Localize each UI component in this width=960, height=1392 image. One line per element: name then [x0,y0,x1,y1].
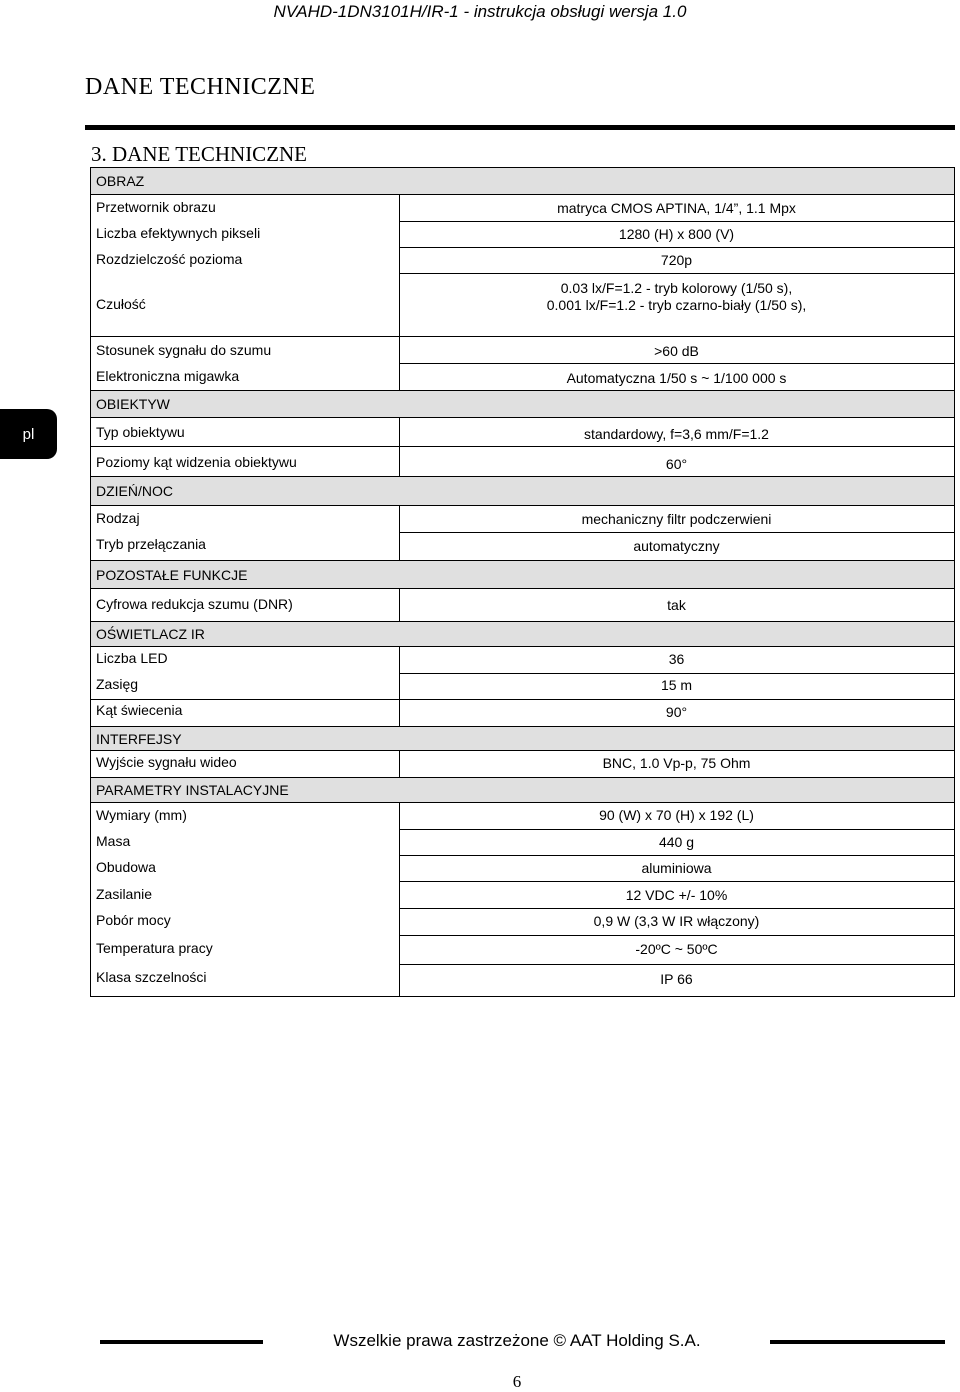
row-divider [399,247,954,248]
section-header-label: OBRAZ [96,173,145,189]
spec-label: Czułość [96,296,146,312]
spec-label: Masa [96,833,131,849]
section-title: 3. DANE TECHNICZNE [91,142,308,166]
spec-value: tak [667,597,686,613]
spec-label: Wyjście sygnału wideo [96,754,237,770]
spec-label: Tryb przełączania [96,536,206,552]
spec-value: mechaniczny filtr podczerwieni [581,511,772,527]
spec-label: Elektroniczna migawka [96,368,240,384]
row-divider [399,273,954,274]
spec-value: 90° [665,704,688,720]
spec-label: Typ obiektywu [96,424,185,440]
spec-value: IP 66 [660,971,693,987]
spec-value: 15 m [660,677,693,693]
section-header-pozostale [91,560,954,589]
spec-value: 440 g [658,834,695,850]
language-tab-label: pl [22,425,35,443]
spec-label: Zasilanie [96,886,153,902]
row-divider [399,935,954,936]
spec-label: Cyfrowa redukcja szumu (DNR) [96,596,293,612]
spec-value: BNC, 1.0 Vp-p, 75 Ohm [602,755,751,771]
spec-label: Przetwornik obrazu [96,199,216,215]
section-header-interfejsy [91,726,954,751]
spec-label: Liczba LED [96,650,168,666]
spec-label: Stosunek sygnału do szumu [96,342,272,358]
document-title: DANE TECHNICZNE [85,74,316,100]
section-header-label: DZIEŃ/NOC [96,483,173,499]
row-divider [399,829,954,830]
spec-label: Liczba efektywnych pikseli [96,225,261,241]
spec-label: Pobór mocy [96,912,171,928]
section-header-label: POZOSTAŁE FUNKCJE [96,566,248,583]
row-divider [399,221,954,222]
spec-value: >60 dB [654,343,699,359]
row-divider [399,855,954,856]
spec-label: Rozdzielczość pozioma [96,251,243,267]
section-header-label: OŚWIETLACZ IR [96,626,205,642]
title-divider [85,125,955,130]
section-header-obraz [91,168,954,195]
spec-value: matryca CMOS APTINA, 1/4”, 1.1 Mpx [557,200,796,216]
spec-label: Zasięg [96,676,139,692]
row-divider [399,532,954,533]
section-header-obiektyw [91,390,954,418]
section-header-dzien-noc [91,476,954,506]
spec-table [90,167,955,997]
section-header-label: PARAMETRY INSTALACYJNE [96,782,289,798]
spec-value: -20ºC ~ 50ºC [635,941,718,957]
row-divider [399,363,954,364]
section-header-oswietlacz [91,621,954,647]
spec-value: 720p [660,252,693,268]
footer-copyright: Wszelkie prawa zastrzeżone © AAT Holding S.A. [333,1331,701,1350]
document-header-title: NVAHD-1DN3101H/IR-1 - instrukcja obsługi wersja 1.0 [273,2,687,21]
spec-label: Rodzaj [96,510,140,526]
section-header-label: INTERFEJSY [96,730,182,747]
row-divider [399,964,954,965]
spec-label: Poziomy kąt widzenia obiektywu [96,454,297,470]
spec-value: 0,9 W (3,3 W IR włączony) [593,913,760,929]
row-divider [399,881,954,882]
spec-value: automatyczny [633,538,720,554]
row-divider [399,673,954,674]
spec-value: 60° [665,456,688,472]
language-tab [0,409,57,459]
spec-value: Automatyczna 1/50 s ~ 1/100 000 s [566,370,787,386]
spec-value: 90 (W) x 70 (H) x 192 (L) [599,807,754,823]
spec-label: Wymiary (mm) [96,807,187,823]
spec-value: aluminiowa [641,860,712,876]
spec-value: 36 [668,651,685,667]
spec-label: Klasa szczelności [96,969,207,985]
page-number: 6 [512,1372,522,1391]
spec-label: Temperatura pracy [96,940,213,956]
row-divider [399,908,954,909]
spec-value: 0.03 lx/F=1.2 - tryb kolorowy (1/50 s), [560,280,793,296]
section-header-label: OBIEKTYW [96,396,170,412]
row-divider [91,699,954,700]
spec-value: standardowy, f=3,6 mm/F=1.2 [584,426,769,442]
spec-label: Kąt świecenia [96,702,183,718]
spec-value: 0.001 lx/F=1.2 - tryb czarno-biały (1/50 s), [546,297,807,313]
spec-value: 1280 (H) x 800 (V) [618,226,735,242]
spec-label: Obudowa [96,859,156,875]
spec-value: 12 VDC +/- 10% [625,887,728,903]
section-header-parametry [91,777,954,803]
